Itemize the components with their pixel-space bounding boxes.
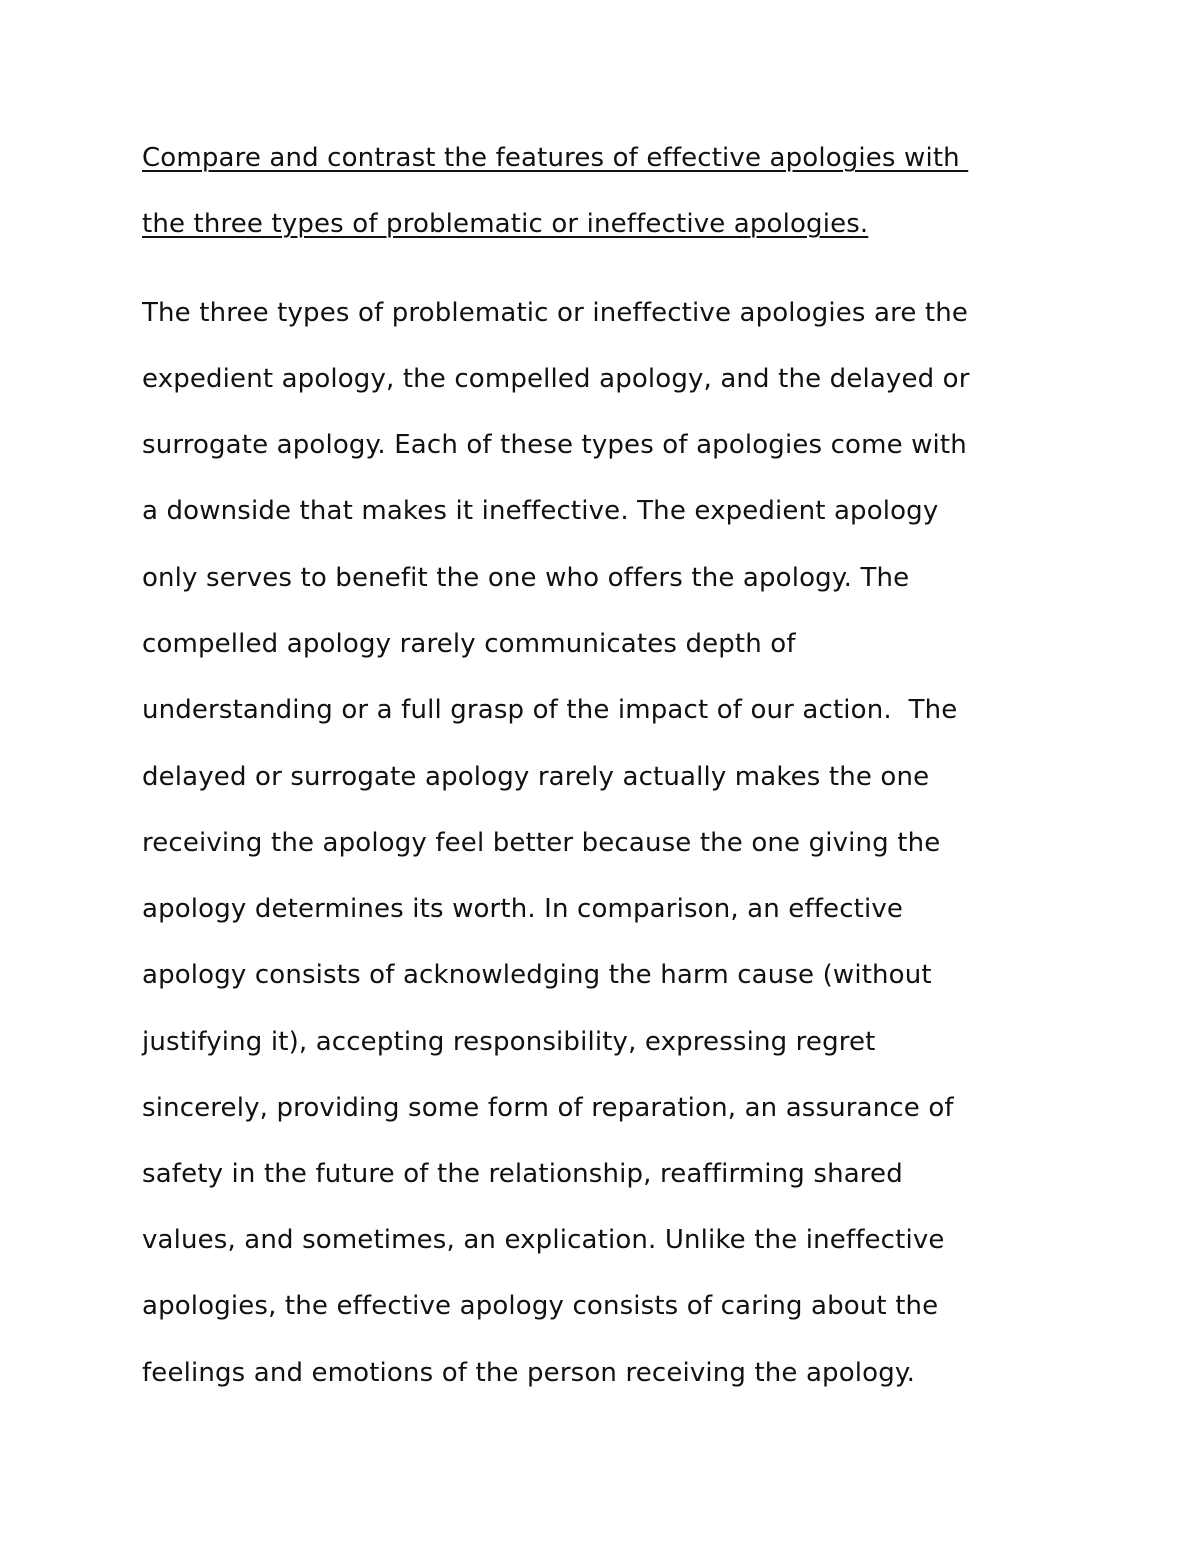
body-line-6: compelled apology rarely communicates depth of (142, 629, 796, 659)
body-line-5: only serves to benefit the one who offers the apology. The (142, 563, 910, 593)
heading-line-2: the three types of problematic or ineffective apologies. (142, 209, 869, 239)
body-line-4: a downside that makes it ineffective. The expedient apology (142, 496, 939, 526)
body-line-10: apology determines its worth. In comparison, an effective (142, 894, 904, 924)
body-line-11: apology consists of acknowledging the harm cause (without (142, 960, 932, 990)
body-line-9: receiving the apology feel better because the one giving the (142, 828, 941, 858)
body-line-3: surrogate apology. Each of these types of apologies come with (142, 430, 967, 460)
body-line-15: values, and sometimes, an explication. Unlike the ineffective (142, 1225, 945, 1255)
body-line-14: safety in the future of the relationship, reaffirming shared (142, 1159, 903, 1189)
body-line-8: delayed or surrogate apology rarely actually makes the one (142, 762, 930, 792)
body-line-13: sincerely, providing some form of reparation, an assurance of (142, 1093, 954, 1123)
body-line-7: understanding or a full grasp of the impact of our action. The (142, 695, 958, 725)
body-line-2: expedient apology, the compelled apology, and the delayed or (142, 364, 970, 394)
body-line-17: feelings and emotions of the person receiving the apology. (142, 1358, 916, 1388)
heading-line-1: Compare and contrast the features of effective apologies with (142, 143, 969, 173)
body-line-12: justifying it), accepting responsibility, expressing regret (142, 1027, 876, 1057)
body-line-16: apologies, the effective apology consists of caring about the (142, 1291, 939, 1321)
body-line-1: The three types of problematic or ineffective apologies are the (142, 298, 969, 328)
